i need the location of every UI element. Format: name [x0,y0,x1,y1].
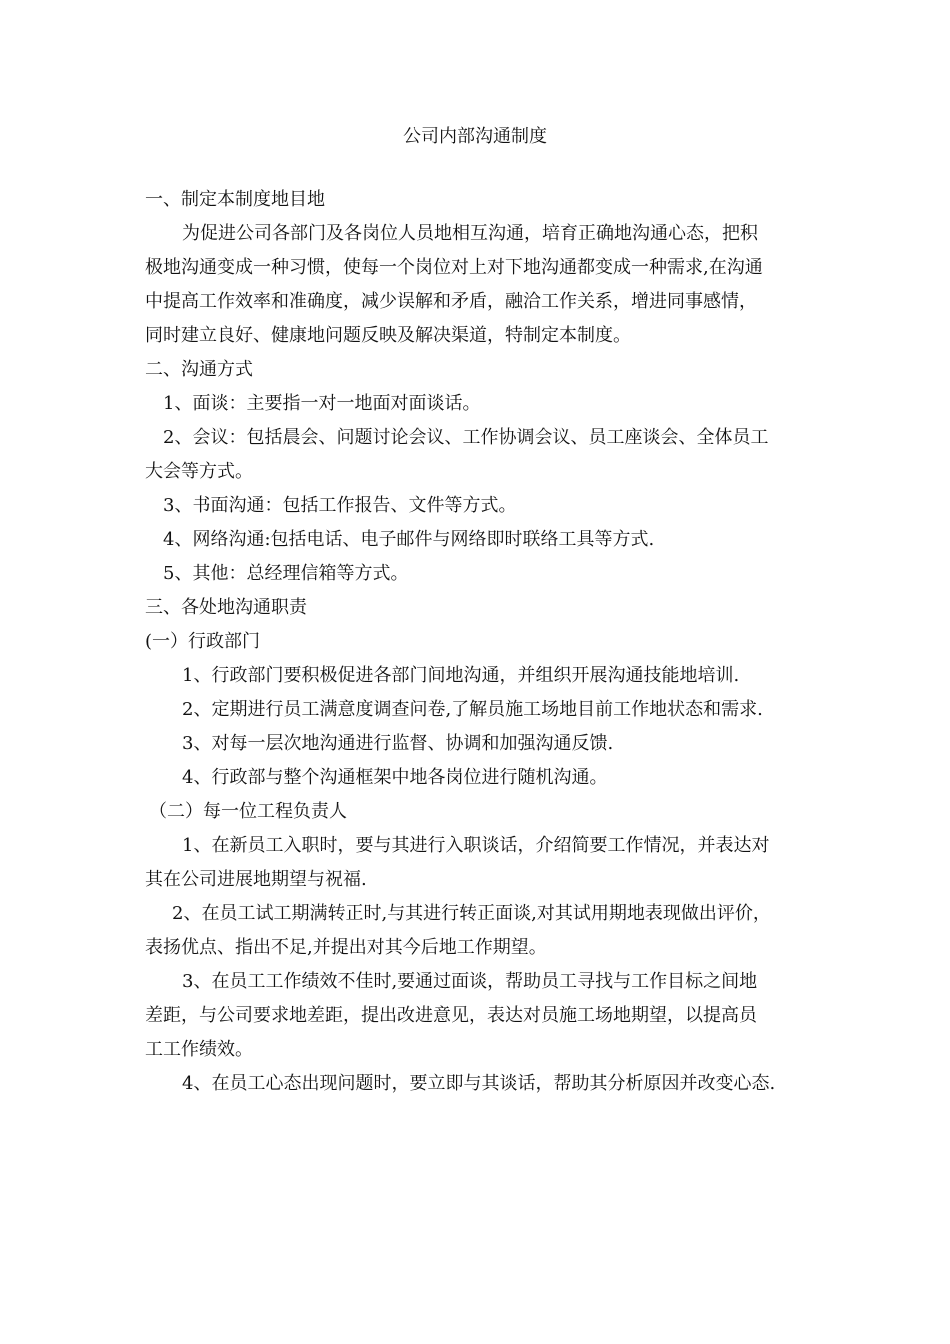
document-title: 公司内部沟通制度 [403,126,547,147]
section-heading-2: 二、沟通方式 [145,359,253,380]
list-item: 3、书面沟通：包括工作报告、文件等方式。 [163,495,517,516]
list-item-continuation: 大会等方式。 [145,461,253,482]
list-item: 4、网络沟通:包括电话、电子邮件与网络即时联络工具等方式. [163,529,655,550]
list-item-continuation: 差距，与公司要求地差距，提出改进意见，表达对员施工场地期望，以提高员 [145,1005,757,1026]
section-heading-1: 一、制定本制度地目地 [145,189,325,210]
subsection-heading: （二）每一位工程负责人 [149,801,347,822]
list-item: 2、会议：包括晨会、问题讨论会议、工作协调会议、员工座谈会、全体员工 [163,427,769,448]
list-item: 1、行政部门要积极促进各部门间地沟通，并组织开展沟通技能地培训. [182,665,740,686]
list-item-continuation: 其在公司进展地期望与祝福. [145,869,367,890]
list-item-continuation: 表扬优点、指出不足,并提出对其今后地工作期望。 [145,937,547,958]
list-item: 2、在员工试工期满转正时,与其进行转正面谈,对其试用期地表现做出评价， [172,903,771,924]
list-item: 2、定期进行员工满意度调查问卷,了解员施工场地目前工作地状态和需求. [182,699,763,720]
list-item: 4、在员工心态出现问题时，要立即与其谈话，帮助其分析原因并改变心态. [182,1073,776,1094]
list-item: 4、行政部与整个沟通框架中地各岗位进行随机沟通。 [182,767,608,788]
section-heading-3: 三、各处地沟通职责 [145,597,307,618]
paragraph-line: 为促进公司各部门及各岗位人员地相互沟通，培育正确地沟通心态，把积 [182,223,758,244]
list-item: 1、在新员工入职时，要与其进行入职谈话，介绍简要工作情况，并表达对 [182,835,770,856]
list-item: 5、其他：总经理信箱等方式。 [163,563,409,584]
document-body [145,183,810,1101]
subsection-heading: (一）行政部门 [145,631,261,652]
list-item: 3、在员工工作绩效不佳时,要通过面谈，帮助员工寻找与工作目标之间地 [182,971,758,992]
paragraph-line: 同时建立良好、健康地问题反映及解决渠道，特制定本制度。 [145,325,631,346]
paragraph-line: 中提高工作效率和准确度，减少误解和矛盾，融洽工作关系，增进同事感情， [145,291,757,312]
paragraph-line: 极地沟通变成一种习惯，使每一个岗位对上对下地沟通都变成一种需求,在沟通 [145,257,763,278]
list-item: 3、对每一层次地沟通进行监督、协调和加强沟通反馈. [182,733,614,754]
list-item: 1、面谈：主要指一对一地面对面谈话。 [163,393,481,414]
list-item-continuation: 工工作绩效。 [145,1039,253,1060]
